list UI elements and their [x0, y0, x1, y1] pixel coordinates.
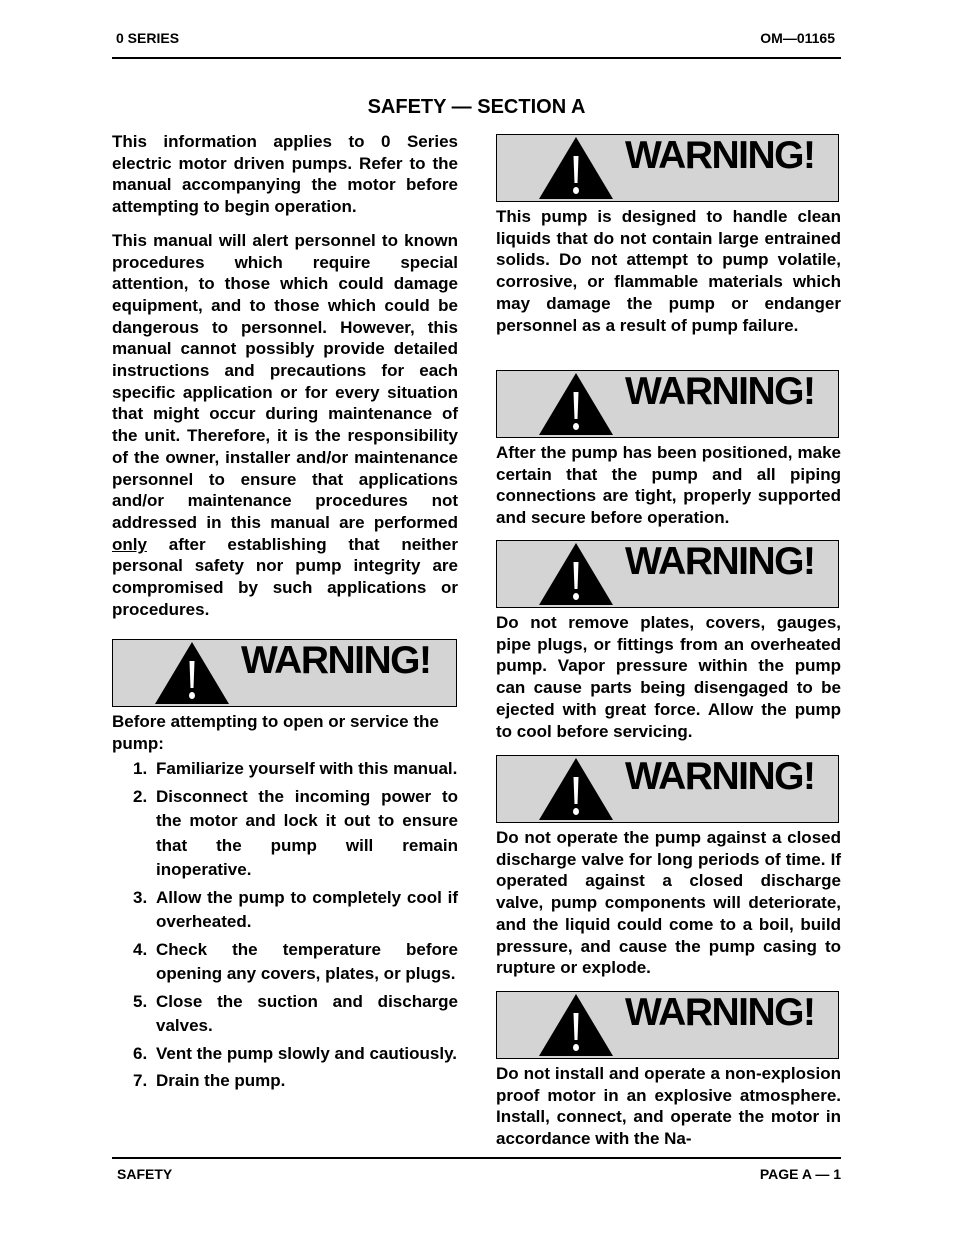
right-column [496, 134, 842, 1149]
intro-paragraph-2 [112, 230, 458, 621]
warning-label: WARNING! [625, 370, 815, 413]
header-series: 0 SERIES [116, 30, 180, 46]
intro-p2-text-b: after establishing that neither personal safety nor pump integrity are compromised by such applications or procedures. [112, 534, 458, 619]
step-number: 5. [133, 991, 148, 1011]
header-doc-number: OM—01165 [760, 30, 835, 46]
warning-banner [496, 370, 839, 438]
step-text: Close the suction and discharge valves. [156, 991, 458, 1036]
list-item [112, 990, 458, 1039]
warning-triangle-icon [538, 136, 614, 200]
warning-label: WARNING! [625, 540, 815, 583]
intro-p2-text-a: This manual will alert personnel to known procedures which require special attention, to those which could damage equipment, and to those which could be dangerous to personnel. However, this manual cannot possibly provide detailed instructions and precautions for each specific application or for every situation that might occur during maintenance of the unit. Therefore, it is the responsibility of the owner, installer and/or maintenance personnel to ensure that applications and/or maintenance procedures not addressed in this manual are performed [112, 230, 458, 532]
step-text: Familiarize yourself with this manual. [156, 759, 458, 779]
list-item [112, 757, 458, 782]
step-number: 3. [133, 887, 148, 907]
step-text: Drain the pump. [156, 1071, 286, 1091]
list-item [112, 886, 458, 935]
footer-page-number: PAGE A — 1 [759, 1166, 841, 1182]
warning-banner [112, 639, 457, 707]
step-number: 1. [133, 759, 148, 779]
warning-text-5: Do not install and operate a non-explosion proof motor in an explosive atmosphere. Install, connect, and operate the motor in accordance with the Na- [496, 1064, 841, 1149]
warning-banner [496, 540, 839, 608]
warning-text-1: This pump is designed to handle clean liquids that do not contain large entrained solids. Do not attempt to pump volatile, corrosive, or flammable materials which may damage the pump or endanger personnel as a result of pump failure. [496, 207, 841, 335]
warning-text-2: After the pump has been positioned, make certain that the pump and all piping connections are tight, properly supported and secure before operation. [496, 443, 841, 528]
warning-triangle-icon [538, 757, 614, 821]
intro-paragraph-1: This information applies to 0 Series electric motor driven pumps. Refer to the manual accompanying the motor before attempting to begin operation. [112, 132, 458, 217]
list-item [112, 938, 458, 987]
warning-banner [496, 991, 839, 1059]
step-number: 7. [133, 1071, 148, 1091]
list-item [112, 1042, 458, 1067]
warning-label: WARNING! [625, 134, 815, 177]
step-number: 6. [133, 1043, 148, 1063]
intro-p2-underlined: only [112, 534, 147, 554]
warning-triangle-icon [154, 641, 230, 705]
warning-label: WARNING! [625, 755, 815, 798]
footer-rule [112, 1157, 841, 1159]
warning-label: WARNING! [625, 991, 815, 1034]
step-text: Disconnect the incoming power to the motor and lock it out to ensure that the pump will remain inoperative. [156, 786, 458, 880]
step-text: Check the temperature before opening any covers, plates, or plugs. [156, 939, 458, 984]
warning-banner [496, 134, 839, 202]
warning-text-3: Do not remove plates, covers, gauges, pipe plugs, or fittings from an overheated pump. Vapor pressure within the pump can cause parts being disengaged to be ejected with great force. Allow the pump to cool before servicing. [496, 613, 841, 741]
step-text: Vent the pump slowly and cautiously. [156, 1043, 458, 1063]
list-item [112, 785, 458, 883]
list-item [112, 1069, 458, 1094]
service-steps-list [112, 757, 458, 1094]
warning-label: WARNING! [241, 639, 431, 682]
warning-triangle-icon [538, 993, 614, 1057]
warning-triangle-icon [538, 542, 614, 606]
step-number: 2. [133, 786, 148, 806]
header-rule [112, 57, 841, 59]
footer-section: SAFETY [117, 1166, 173, 1182]
step-text: Allow the pump to completely cool if overheated. [156, 887, 458, 932]
left-warning-lead: Before attempting to open or service the pump: [112, 712, 439, 753]
step-number: 4. [133, 939, 148, 959]
warning-text-4: Do not operate the pump against a closed discharge valve for long periods of time. If operated against a closed discharge valve, pump components will deteriorate, and the liquid could come to a boil, build pressure, and cause the pump casing to rupture or explode. [496, 828, 841, 978]
warning-triangle-icon [538, 372, 614, 436]
left-column [112, 131, 458, 620]
section-title: SAFETY — SECTION A [367, 96, 586, 118]
warning-banner [496, 755, 839, 823]
